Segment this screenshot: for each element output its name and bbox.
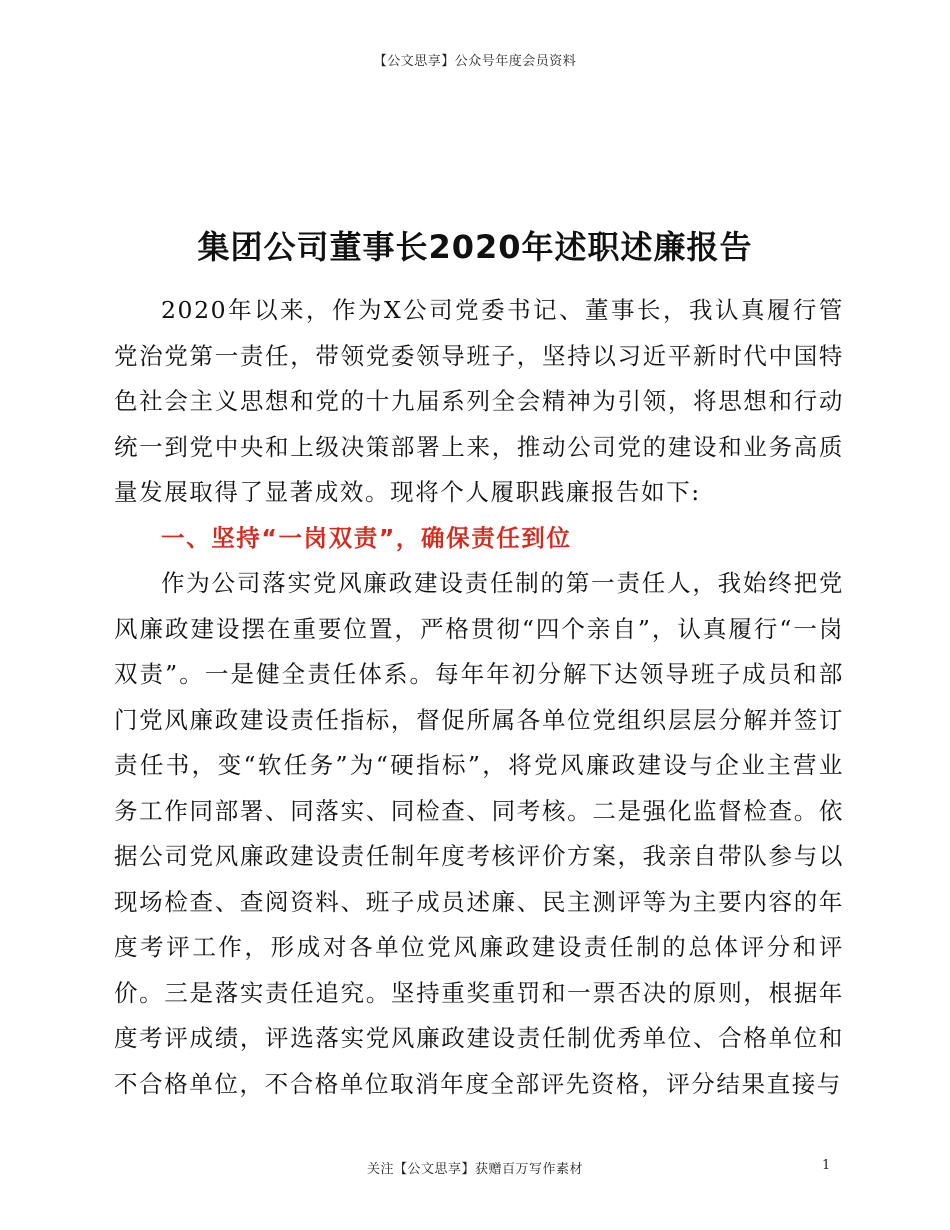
intro-paragraph: 2020年以来，作为X公司党委书记、董事长，我认真履行管党治党第一责任，带领党委领导班子，坚持以习近平新时代中国特色社会主义思想和党的十九届系列全会精神为引领，将思想和行动统一到党中央和上级决策部署上来，推动公司党的建设和业务高质量发展取得了显著成效。现将个人履职践廉报告如下: <box>114 296 844 506</box>
document-title: 集团公司董事长2020年述职述廉报告 <box>197 228 753 266</box>
page-number: 1 <box>822 1158 831 1173</box>
document-body <box>114 288 844 1107</box>
page-header: 【公文思享】公众号年度会员资料 <box>373 54 577 69</box>
page-footer: 关注【公文思享】获赠百万写作素材 <box>366 1162 583 1177</box>
section-1-paragraph: 作为公司落实党风廉政建设责任制的第一责任人，我始终把党风廉政建设摆在重要位置，严格贯彻“四个亲自”，认真履行“一岗双责”。一是健全责任体系。每年年初分解下达领导班子成员和部门党风廉政建设责任指标，督促所属各单位党组织层层分解并签订责任书，变“软任务”为“硬指标”，将党风廉政建设与企业主营业务工作同部署、同落实、同检查、同考核。二是强化监督检查。依据公司党风廉政建设责任制年度考核评价方案，我亲自带队参与以现场检查、查阅资料、班子成员述廉、民主测评等为主要内容的年度考评工作，形成对各单位党风廉政建设责任制的总体评分和评价。三是落实责任追究。坚持重奖重罚和一票否决的原则，根据年度考评成绩，评选落实党风廉政建设责任制优秀单位、合格单位和不合格单位，不合格单位取消年度全部评先资格，评分结果直接与 <box>114 569 844 1098</box>
section-heading-1: 一、坚持“一岗双责”，确保责任到位 <box>161 523 572 552</box>
